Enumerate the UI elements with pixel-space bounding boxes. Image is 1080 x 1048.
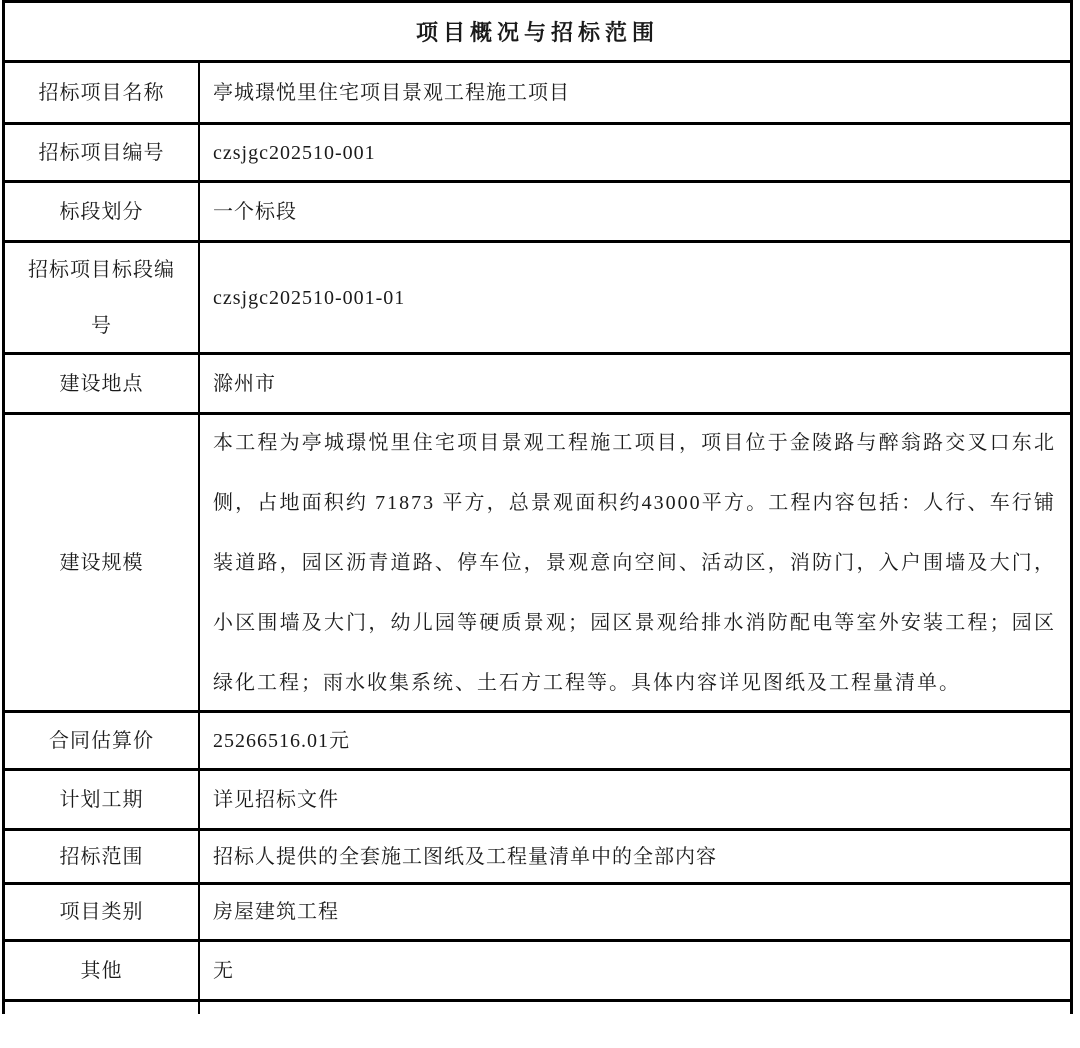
row-label: 招标项目名称: [5, 63, 200, 122]
row-label: 建设地点: [5, 355, 200, 412]
clipped-row-bottom-label-cell: [5, 1002, 200, 1014]
row-value: [200, 415, 1070, 710]
clipped-row-bottom-value-cell: [200, 1002, 1070, 1014]
row-value: 一个标段: [213, 200, 297, 223]
table-row-section-number: [5, 243, 1070, 355]
row-label: 招标项目标段编号: [5, 243, 200, 352]
table-row-construction-site: [5, 355, 1070, 415]
row-label: 计划工期: [5, 771, 200, 828]
row-label: 建设规模: [5, 415, 200, 710]
row-label: 合同估算价: [5, 713, 200, 768]
row-label: 标段划分: [5, 183, 200, 240]
table-row-section-division: [5, 183, 1070, 243]
row-label: 其他: [5, 942, 200, 999]
row-value: 无: [213, 959, 234, 982]
row-value: 详见招标文件: [213, 788, 339, 811]
table-row-project-name: [5, 63, 1070, 125]
row-value: 滁州市: [213, 372, 276, 395]
table-row-project-category: [5, 885, 1070, 942]
construction-scale-text: 本工程为亭城璟悦里住宅项目景观工程施工项目，项目位于金陵路与醉翁路交叉口东北侧，占地面积约 71873 平方，总景观面积约43000平方。工程内容包括：人行、车行铺装道路，园区沥青道路、停车位，景观意向空间、活动区，消防门，入户围墙及大门，小区围墙及大门，幼儿园等硬质景观；园区景观给排水消防配电等室外安装工程；园区绿化工程；雨水收集系统、土石方工程等。具体内容详见图纸及工程量清单。: [213, 431, 1056, 694]
row-value: czsjgc202510-001: [213, 141, 376, 164]
table-title-row: [5, 3, 1070, 63]
row-value: 房屋建筑工程: [213, 901, 339, 923]
row-label: 招标项目编号: [5, 125, 200, 180]
table-row-other: [5, 942, 1070, 1002]
table-row-construction-scale: [5, 415, 1070, 713]
clipped-row-bottom: [5, 1002, 1070, 1014]
row-label: 项目类别: [5, 885, 200, 939]
table-row-contract-estimate: [5, 713, 1070, 771]
table-title: 项目概况与招标范围: [415, 20, 659, 45]
row-value: 亭城璟悦里住宅项目景观工程施工项目: [213, 81, 570, 104]
project-overview-table: [2, 0, 1073, 1014]
table-row-bidding-scope: [5, 831, 1070, 885]
row-label: 招标范围: [5, 831, 200, 882]
row-value: czsjgc202510-001-01: [213, 286, 406, 309]
table-row-planned-duration: [5, 771, 1070, 831]
table-row-project-number: [5, 125, 1070, 183]
row-value: 招标人提供的全套施工图纸及工程量清单中的全部内容: [213, 845, 717, 868]
row-value: 25266516.01元: [213, 729, 350, 752]
